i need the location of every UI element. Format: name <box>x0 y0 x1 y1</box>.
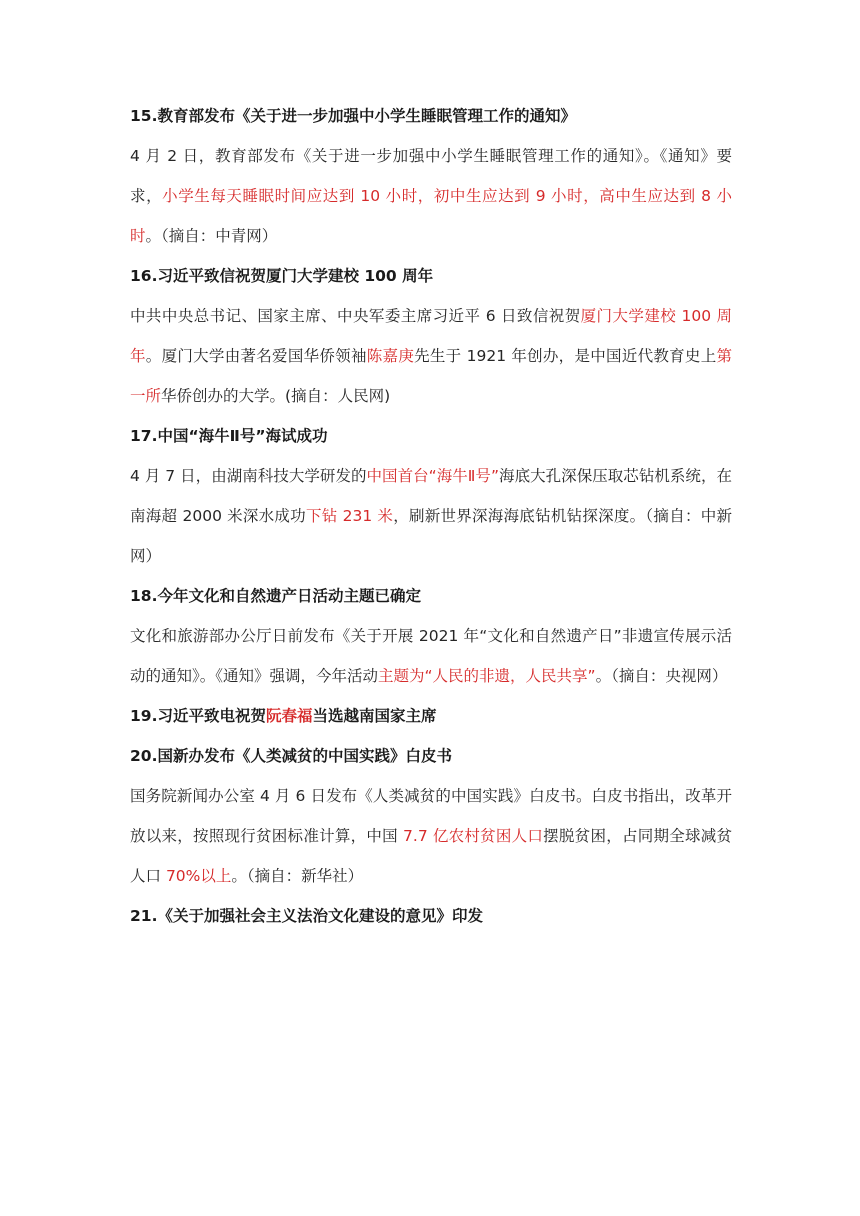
highlighted-text: 中国首台“海牛Ⅱ号” <box>366 467 499 485</box>
highlighted-text: 70%以上 <box>165 867 232 885</box>
text-run: ，刷新世界深海海底钻机钻探深度。（摘自：中新网） <box>130 507 732 565</box>
highlighted-text: 第一所 <box>130 347 732 405</box>
highlighted-text: 阮春福 <box>265 707 313 725</box>
text-run: 。（摘自：新华社） <box>231 867 364 885</box>
text-run: 当选越南国家主席 <box>312 707 437 725</box>
highlighted-text: 下钻 231 米 <box>305 507 394 525</box>
section-paragraph <box>130 136 732 256</box>
section-heading <box>130 424 732 448</box>
section-heading <box>130 584 732 608</box>
section-heading <box>130 264 732 288</box>
text-run: 16.习近平致信祝贺厦门大学建校 100 周年 <box>130 267 434 285</box>
text-run: 15.教育部发布《关于进一步加强中小学生睡眠管理工作的通知》 <box>130 107 576 125</box>
text-run: 国务院新闻办公室 4 月 6 日发布《人类减贫的中国实践》白皮书。白皮书指出，改革开放以来，按照现行贫困标准计算，中国 <box>130 787 732 845</box>
text-run: 。（摘自：央视网） <box>595 667 728 685</box>
section-heading <box>130 744 732 768</box>
text-run: 18.今年文化和自然遗产日活动主题已确定 <box>130 587 421 605</box>
highlighted-text: 7.7 亿农村贫困人口 <box>403 827 544 845</box>
section-paragraph <box>130 296 732 416</box>
highlighted-text: 陈嘉庚 <box>366 347 415 365</box>
text-run: 文化和旅游部办公厅日前发布《关于开展 2021 年“文化和自然遗产日”非遗宣传展示活动的通知》。《通知》强调，今年活动 <box>130 627 732 685</box>
text-run: 中共中央总书记、国家主席、中央军委主席习近平 6 日致信祝贺 <box>130 307 581 325</box>
text-run: 20.国新办发布《人类减贫的中国实践》白皮书 <box>130 747 452 765</box>
text-run: 海底大孔深保压取芯钻机系统，在南海超 2000 米深水成功 <box>130 467 732 525</box>
text-run: 摆脱贫困，占同期全球减贫人口 <box>130 827 732 885</box>
text-run: 。（摘自：中青网） <box>145 227 278 245</box>
section-heading <box>130 104 732 128</box>
text-run: 4 月 2 日，教育部发布《关于进一步加强中小学生睡眠管理工作的通知》。《通知》要求， <box>130 147 732 205</box>
highlighted-text: 厦门大学建校 100 周年 <box>130 307 732 365</box>
text-run: 先生于 1921 年创办，是中国近代教育史上 <box>414 347 717 365</box>
text-run: 。厦门大学由著名爱国华侨领袖 <box>145 347 367 365</box>
text-run: 华侨创办的大学。(摘自：人民网) <box>161 387 391 405</box>
text-run: 19.习近平致电祝贺 <box>130 707 266 725</box>
section-paragraph <box>130 616 732 696</box>
highlighted-text: 主题为“人民的非遗，人民共享” <box>378 667 596 685</box>
highlighted-text: 小学生每天睡眠时间应达到 10 小时，初中生应达到 9 小时，高中生应达到 8 小时 <box>130 187 732 245</box>
section-heading <box>130 904 732 928</box>
section-heading <box>130 704 732 728</box>
text-run: 17.中国“海牛Ⅱ号”海试成功 <box>130 427 328 445</box>
text-run: 4 月 7 日，由湖南科技大学研发的 <box>130 467 367 485</box>
section-paragraph <box>130 776 732 896</box>
section-paragraph <box>130 456 732 576</box>
text-run: 21.《关于加强社会主义法治文化建设的意见》印发 <box>130 907 483 925</box>
